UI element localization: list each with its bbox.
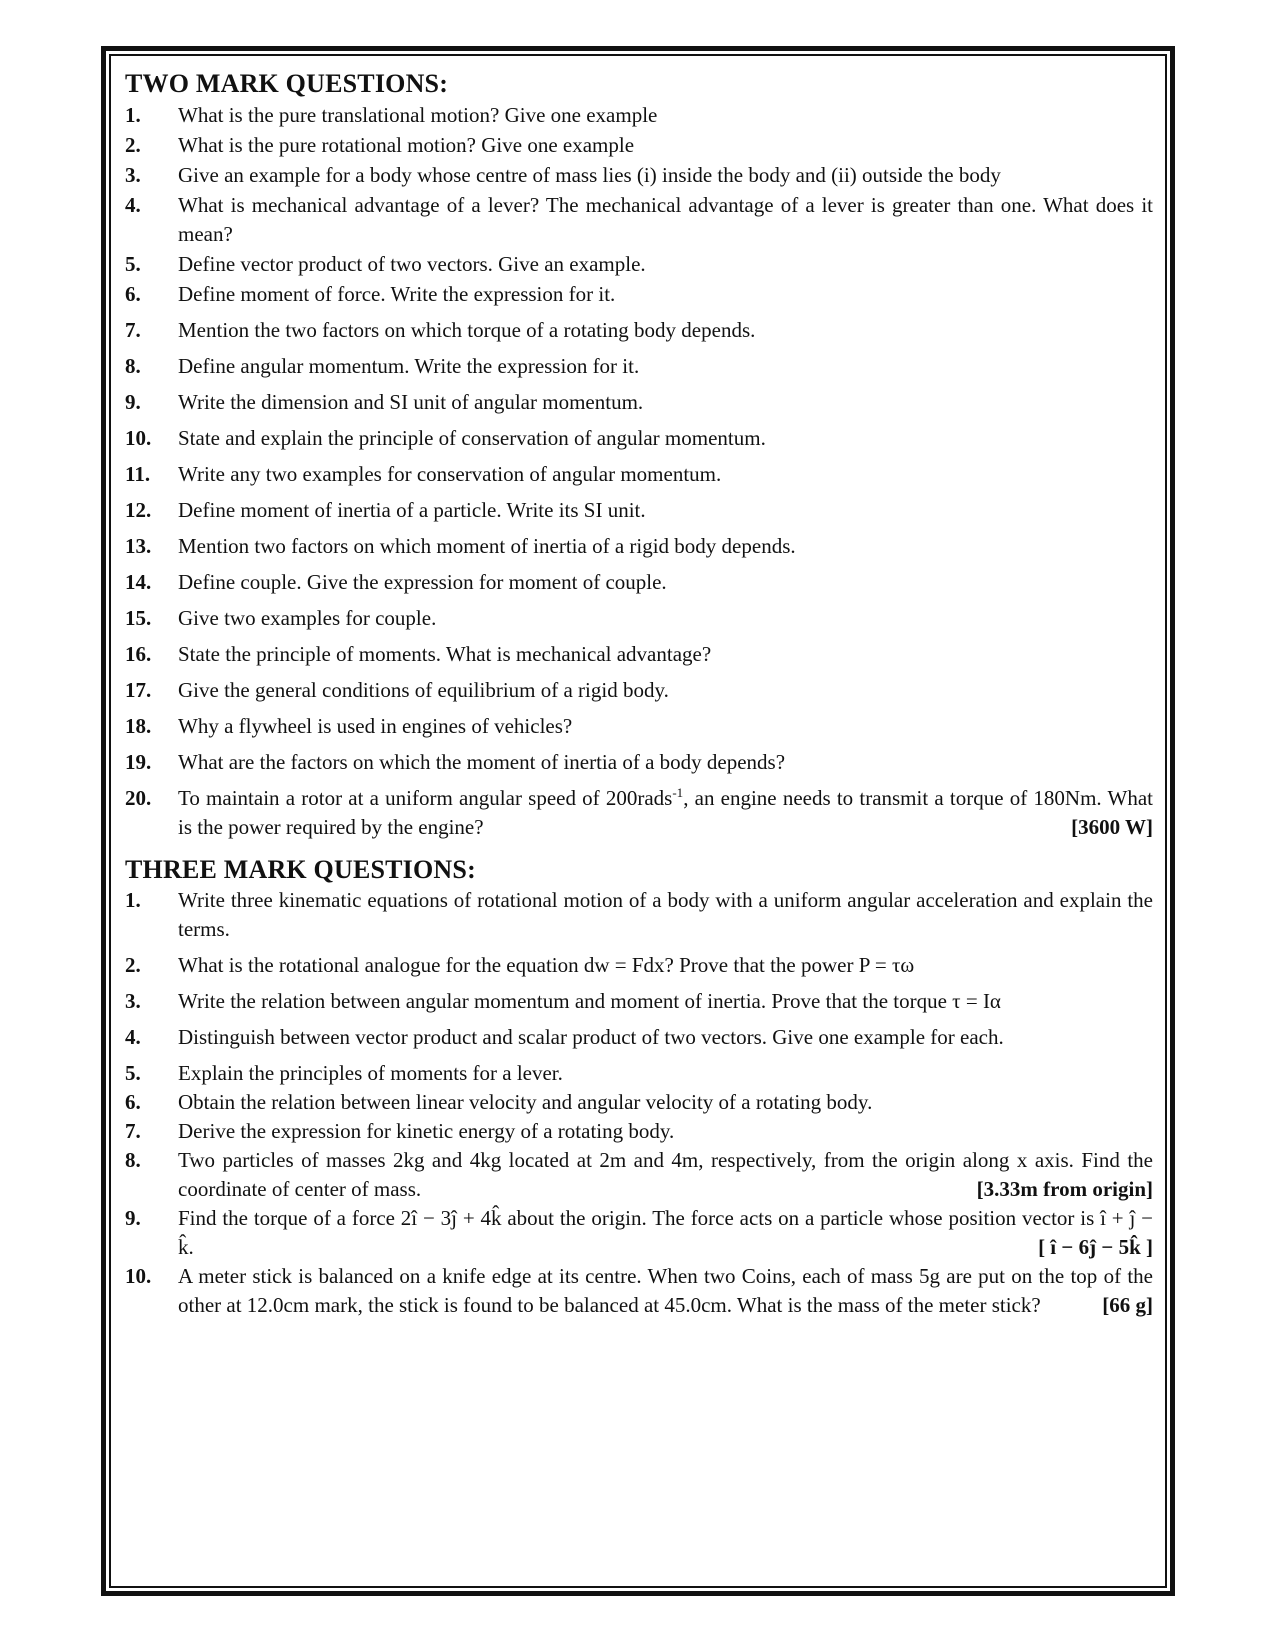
list-item <box>125 568 1153 597</box>
question-text: Define moment of inertia of a particle. Write its SI unit. <box>178 498 646 522</box>
list-item <box>125 101 1153 130</box>
question-number: 15. <box>125 606 152 630</box>
question-text: Explain the principles of moments for a lever. <box>178 1061 563 1085</box>
list-item <box>125 388 1153 417</box>
question-number: 6. <box>125 1090 141 1114</box>
answer-label: [66 g] <box>1102 1293 1153 1317</box>
question-number: 6. <box>125 282 141 306</box>
question-text: Write the relation between angular momentum and moment of inertia. Prove that the torque τ = Iα <box>178 989 1001 1013</box>
question-text: Write three kinematic equations of rotational motion of a body with a uniform angular acceleration and explain the terms. <box>178 888 1153 941</box>
question-number: 13. <box>125 534 152 558</box>
question-text: State the principle of moments. What is mechanical advantage? <box>178 642 712 666</box>
question-number: 20. <box>125 786 152 810</box>
question-text-part: To maintain a rotor at a uniform angular speed of 200rads <box>178 786 673 810</box>
question-number: 7. <box>125 318 141 342</box>
question-text: Derive the expression for kinetic energy of a rotating body. <box>178 1119 675 1143</box>
list-item <box>125 532 1153 561</box>
list-item <box>125 640 1153 669</box>
question-text: What are the factors on which the moment of inertia of a body depends? <box>178 750 786 774</box>
list-item <box>125 1088 1153 1117</box>
list-item <box>125 1117 1153 1146</box>
question-number: 17. <box>125 678 152 702</box>
question-number: 9. <box>125 1206 141 1230</box>
superscript: -1 <box>672 785 684 800</box>
three-mark-section <box>125 854 1153 1320</box>
question-text: Write the dimension and SI unit of angular momentum. <box>178 390 644 414</box>
question-number: 4. <box>125 193 141 217</box>
question-text: Define vector product of two vectors. Give an example. <box>178 252 646 276</box>
list-item <box>125 1262 1153 1320</box>
list-item <box>125 886 1153 944</box>
answer-label: [ î − 6ĵ − 5k̂ ] <box>1038 1235 1153 1259</box>
list-item <box>125 987 1153 1016</box>
question-text-part: Find the torque of a force 2î − 3ĵ + 4k̂ about the origin. The force acts on a particle whose position vector is î + ĵ − k̂. <box>178 1206 1153 1259</box>
question-text: What is the pure translational motion? Give one example <box>178 103 658 127</box>
question-number: 16. <box>125 642 152 666</box>
question-text: Define angular momentum. Write the expression for it. <box>178 354 640 378</box>
question-text: Give an example for a body whose centre of mass lies (i) inside the body and (ii) outside the body <box>178 163 1001 187</box>
question-text: Define moment of force. Write the expression for it. <box>178 282 616 306</box>
question-number: 1. <box>125 888 141 912</box>
list-item <box>125 1059 1153 1088</box>
list-item <box>125 712 1153 741</box>
list-item <box>125 496 1153 525</box>
question-number: 5. <box>125 252 141 276</box>
question-text: Distinguish between vector product and scalar product of two vectors. Give one example for each. <box>178 1025 1004 1049</box>
question-number: 8. <box>125 1148 141 1172</box>
question-number: 2. <box>125 953 141 977</box>
list-item <box>125 1023 1153 1052</box>
question-text <box>178 1262 1153 1320</box>
list-item <box>125 250 1153 279</box>
list-item <box>125 460 1153 489</box>
question-text-part: A meter stick is balanced on a knife edge at its centre. When two Coins, each of mass 5g are put on the top of the other at 12.0cm mark, the stick is found to be balanced at 45.0cm. What is the mass of the meter stick? <box>178 1264 1153 1317</box>
question-number: 11. <box>125 462 151 486</box>
question-number: 3. <box>125 163 141 187</box>
list-item <box>125 424 1153 453</box>
list-item <box>125 352 1153 381</box>
question-number: 18. <box>125 714 152 738</box>
question-text: Mention two factors on which moment of inertia of a rigid body depends. <box>178 534 796 558</box>
two-mark-section <box>125 68 1153 842</box>
question-text: Give two examples for couple. <box>178 606 437 630</box>
question-text: Mention the two factors on which torque of a rotating body depends. <box>178 318 756 342</box>
question-text: Give the general conditions of equilibrium of a rigid body. <box>178 678 669 702</box>
question-text <box>178 1204 1153 1262</box>
question-number: 10. <box>125 1264 152 1288</box>
question-text: Define couple. Give the expression for moment of couple. <box>178 570 667 594</box>
answer-label: [3600 W] <box>1071 815 1153 839</box>
list-item <box>125 604 1153 633</box>
list-item <box>125 131 1153 160</box>
list-item <box>125 784 1153 842</box>
document-body <box>125 68 1153 1320</box>
question-number: 8. <box>125 354 141 378</box>
question-text: What is mechanical advantage of a lever? The mechanical advantage of a lever is greater than one. What does it mean? <box>178 193 1153 246</box>
question-number: 7. <box>125 1119 141 1143</box>
question-number: 2. <box>125 133 141 157</box>
list-item <box>125 748 1153 777</box>
question-number: 12. <box>125 498 152 522</box>
two-mark-heading: TWO MARK QUESTIONS: <box>125 69 449 98</box>
list-item <box>125 280 1153 309</box>
question-text: State and explain the principle of conservation of angular momentum. <box>178 426 766 450</box>
answer-label: [3.33m from origin] <box>976 1177 1153 1201</box>
question-text: Why a flywheel is used in engines of vehicles? <box>178 714 573 738</box>
list-item <box>125 1146 1153 1204</box>
question-number: 1. <box>125 103 141 127</box>
question-number: 3. <box>125 989 141 1013</box>
question-text <box>178 784 1153 842</box>
question-number: 9. <box>125 390 141 414</box>
question-text-part: Two particles of masses 2kg and 4kg located at 2m and 4m, respectively, from the origin along x axis. Find the coordinate of center of mass. <box>178 1148 1153 1201</box>
list-item <box>125 316 1153 345</box>
question-text-part: , an engine needs to transmit a torque of 180Nm. What is the power required by the engine? <box>178 786 1153 839</box>
list-item <box>125 191 1153 249</box>
list-item <box>125 1204 1153 1262</box>
question-number: 5. <box>125 1061 141 1085</box>
question-number: 4. <box>125 1025 141 1049</box>
question-text: Obtain the relation between linear velocity and angular velocity of a rotating body. <box>178 1090 873 1114</box>
question-number: 14. <box>125 570 152 594</box>
three-mark-heading: THREE MARK QUESTIONS: <box>125 855 476 884</box>
question-text: What is the rotational analogue for the equation dw = Fdx? Prove that the power P = τω <box>178 953 915 977</box>
question-text <box>178 1146 1153 1204</box>
question-number: 10. <box>125 426 152 450</box>
list-item <box>125 676 1153 705</box>
question-text: What is the pure rotational motion? Give one example <box>178 133 635 157</box>
question-text: Write any two examples for conservation of angular momentum. <box>178 462 722 486</box>
list-item <box>125 161 1153 190</box>
list-item <box>125 951 1153 980</box>
question-number: 19. <box>125 750 152 774</box>
